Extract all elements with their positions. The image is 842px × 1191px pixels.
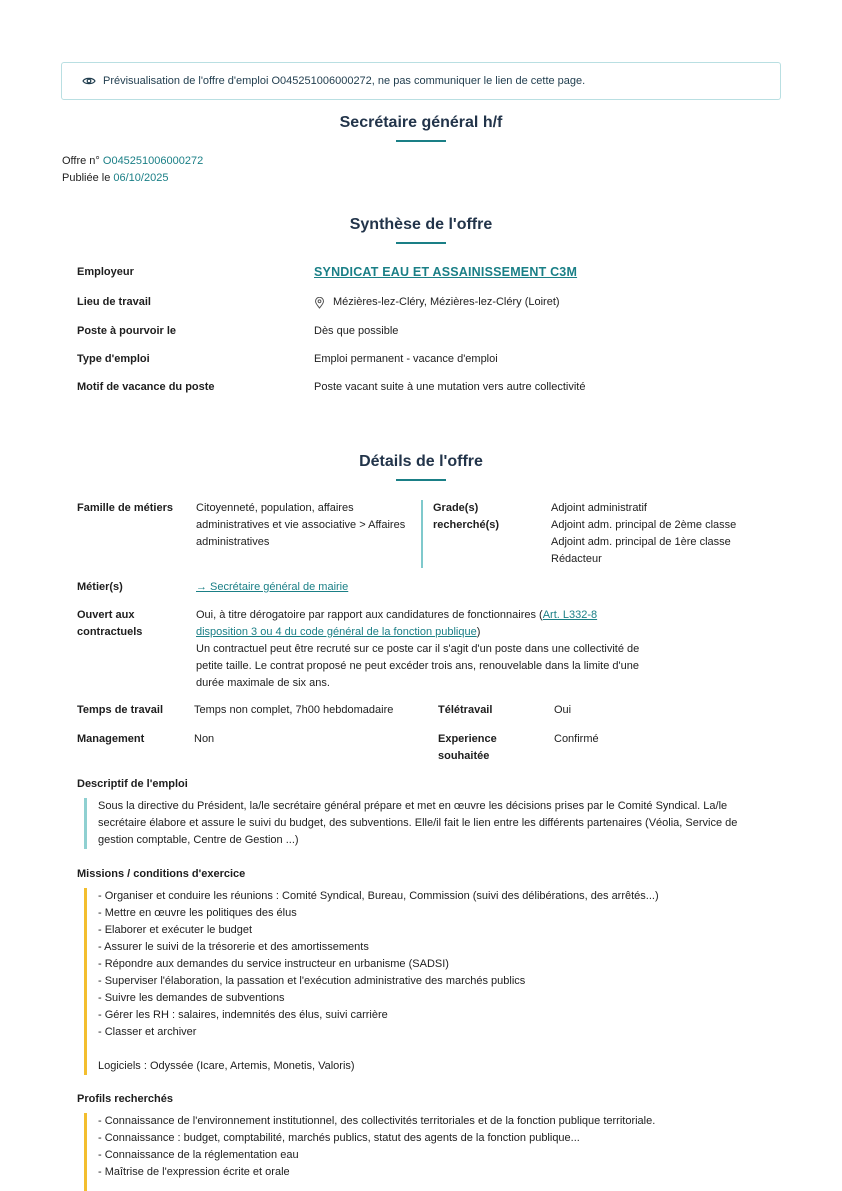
missions-line: - Superviser l'élaboration, la passation et l'exécution administrative des marchés publics xyxy=(98,975,526,987)
teletravail-value: Oui xyxy=(554,704,572,716)
ouvert-label xyxy=(77,607,142,641)
details-underline xyxy=(396,479,446,481)
ouvert-label-line: Ouvert aux xyxy=(77,609,135,621)
ouvert-line xyxy=(196,624,656,641)
metier-label: Métier(s) xyxy=(77,581,123,593)
experience-value: Confirmé xyxy=(554,733,599,745)
page-title: Secrétaire général h/f xyxy=(339,114,503,131)
poste-value: Dès que possible xyxy=(314,325,399,337)
missions-line: - Gérer les RH : salaires, indemnités des élus, suivi carrière xyxy=(98,1009,388,1021)
profils-line: - Maîtrise de l'expression écrite et orale xyxy=(98,1166,290,1178)
missions-line: - Répondre aux demandes du service instructeur en urbanisme (SADSI) xyxy=(98,958,449,970)
ouvert-prefix: Oui, à titre dérogatoire par rapport aux candidatures de fonctionnaires ( xyxy=(196,609,543,621)
management-label: Management xyxy=(77,733,145,745)
experience-label xyxy=(438,731,497,765)
experience-label-line: souhaitée xyxy=(438,750,490,762)
offer-published-value: 06/10/2025 xyxy=(113,172,169,184)
missions-line xyxy=(98,1041,744,1058)
experience-label-line: Experience xyxy=(438,733,497,745)
grade-label-line: recherché(s) xyxy=(433,519,500,531)
employer-link[interactable]: SYNDICAT EAU ET ASSAINISSEMENT C3M xyxy=(314,265,578,279)
offer-number xyxy=(62,155,203,167)
missions-title: Missions / conditions d'exercice xyxy=(77,868,246,880)
missions-line: - Mettre en œuvre les politiques des élus xyxy=(98,907,297,919)
temps-value: Temps non complet, 7h00 hebdomadaire xyxy=(194,704,394,716)
grade-label xyxy=(433,500,499,534)
missions-line: - Organiser et conduire les réunions : Comité Syndical, Bureau, Commission (suivi des délibérations, des arrêtés...) xyxy=(98,890,659,902)
profils-block xyxy=(84,1113,744,1191)
offer-published-label: Publiée le xyxy=(62,172,111,184)
employer-label: Employeur xyxy=(77,266,134,278)
descriptif-line: gestion comptable, Centre de Gestion ...) xyxy=(98,834,299,846)
preview-banner-text: Prévisualisation de l'offre d'emploi O045251006000272, ne pas communiquer le lien de cette page. xyxy=(103,75,586,87)
offer-published xyxy=(62,172,168,184)
ouvert-label-line: contractuels xyxy=(77,626,143,638)
descriptif-line: secrétaire élabore et assure le suivi du budget, des subventions. Elle/il fait le lien entre les différents partenaires (Véolia, Service de xyxy=(98,817,738,829)
type-value: Emploi permanent - vacance d'emploi xyxy=(314,353,498,365)
eye-icon xyxy=(82,76,96,86)
profils-line: - Connaissance : budget, comptabilité, marchés publics, statut des agents de la fonction publique... xyxy=(98,1132,580,1144)
descriptif-line: Sous la directive du Président, la/le secrétaire général prépare et met en œuvre les décisions prises par le Comité Syndical. La/le xyxy=(98,800,728,812)
ouvert-line xyxy=(196,607,656,624)
title-underline xyxy=(396,140,446,142)
missions-block xyxy=(84,888,744,1075)
profils-line: - Connaissance de la réglementation eau xyxy=(98,1149,299,1161)
grade-label-line: Grade(s) xyxy=(433,502,479,514)
details-title: Détails de l'offre xyxy=(359,453,483,470)
lieu-value-text: Mézières-lez-Cléry, Mézières-lez-Cléry (Loiret) xyxy=(333,296,560,308)
descriptif-block xyxy=(84,798,744,849)
grade-item: Rédacteur xyxy=(551,553,602,565)
ouvert-line: Un contractuel peut être recruté sur ce poste car il s'agit d'un poste dans une collectivité de xyxy=(196,643,640,655)
missions-line: - Assurer le suivi de la trésorerie et des amortissements xyxy=(98,941,369,953)
missions-line: - Suivre les demandes de subventions xyxy=(98,992,285,1004)
management-value: Non xyxy=(194,733,215,745)
offer-number-label: Offre n° xyxy=(62,155,100,167)
descriptif-title: Descriptif de l'emploi xyxy=(77,778,188,790)
motif-label: Motif de vacance du poste xyxy=(77,381,215,393)
preview-banner xyxy=(61,62,781,100)
type-label: Type d'emploi xyxy=(77,353,150,365)
motif-value: Poste vacant suite à une mutation vers autre collectivité xyxy=(314,381,586,393)
lieu-value xyxy=(314,294,560,311)
grade-list xyxy=(551,500,736,568)
teletravail-label: Télétravail xyxy=(438,704,493,716)
grade-item: Adjoint adm. principal de 1ère classe xyxy=(551,536,731,548)
offer-number-value: O045251006000272 xyxy=(102,155,204,167)
ouvert-line: durée maximale de six ans. xyxy=(196,677,330,689)
missions-line: Logiciels : Odyssée (Icare, Artemis, Monetis, Valoris) xyxy=(98,1060,355,1072)
synthese-title: Synthèse de l'offre xyxy=(349,216,493,233)
map-pin-icon xyxy=(314,297,325,309)
grade-item: Adjoint administratif xyxy=(551,502,647,514)
article-link[interactable]: Art. L332-8 xyxy=(542,609,598,621)
famille-label: Famille de métiers xyxy=(77,502,173,514)
ouvert-suffix: ) xyxy=(476,626,481,638)
missions-line: - Elaborer et exécuter le budget xyxy=(98,924,253,936)
temps-label: Temps de travail xyxy=(77,704,163,716)
metier-link[interactable]: → Secrétaire général de mairie xyxy=(196,581,349,593)
poste-label: Poste à pourvoir le xyxy=(77,325,177,337)
missions-line: - Classer et archiver xyxy=(98,1026,197,1038)
profils-line: - Connaissance de l'environnement institutionnel, des collectivités territoriales et de la fonction publique territoriale. xyxy=(98,1115,656,1127)
famille-line: administratives et vie associative > Affaires xyxy=(196,519,406,531)
famille-line: Citoyenneté, population, affaires xyxy=(196,502,354,514)
famille-line: administratives xyxy=(196,536,270,548)
synthese-underline xyxy=(396,242,446,244)
lieu-label: Lieu de travail xyxy=(77,296,151,308)
details-divider xyxy=(421,500,423,568)
code-link[interactable]: disposition 3 ou 4 du code général de la fonction publique xyxy=(196,626,477,638)
grade-item: Adjoint adm. principal de 2ème classe xyxy=(551,519,737,531)
profils-title: Profils recherchés xyxy=(77,1093,173,1105)
ouvert-line: petite taille. Le contrat proposé ne peut excéder trois ans, renouvelable dans la limite d'une xyxy=(196,660,639,672)
ouvert-value xyxy=(196,607,656,692)
famille-value xyxy=(196,500,405,551)
